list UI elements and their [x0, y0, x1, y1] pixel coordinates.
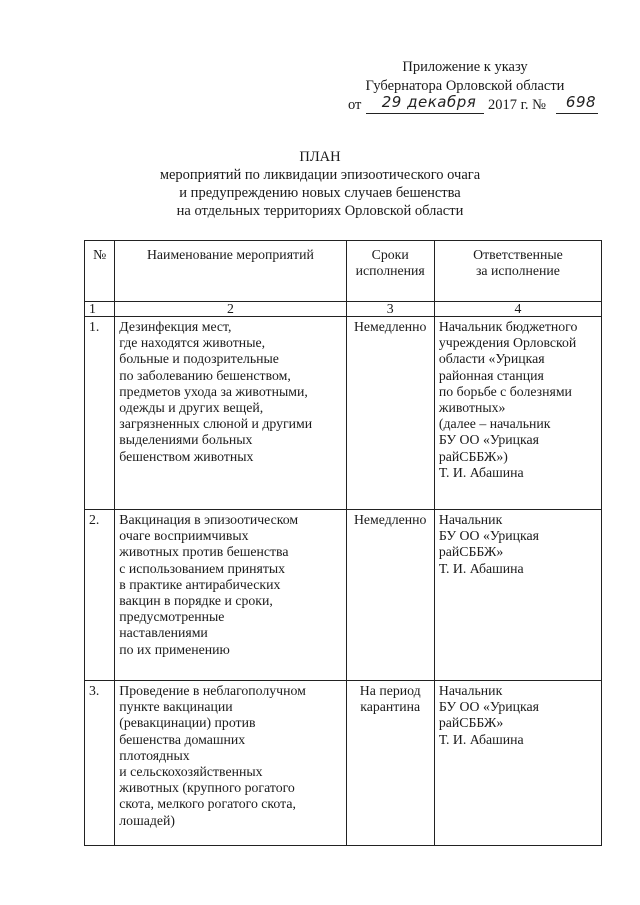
handwritten-date: 29 декабря [381, 93, 477, 111]
attachment-block [330, 58, 600, 115]
row-number: 3. [85, 681, 115, 846]
table-row [85, 317, 602, 510]
row-number: 2. [85, 510, 115, 681]
table-row [85, 510, 602, 681]
date-underline [366, 93, 484, 114]
column-number: 1 [85, 302, 115, 317]
column-number: 2 [115, 302, 346, 317]
attachment-line-2: Губернатора Орловской области [365, 78, 565, 94]
column-number: 4 [434, 302, 601, 317]
from-label: от [348, 97, 362, 113]
header-number: № [85, 241, 115, 302]
row-term: Немедленно [346, 317, 434, 510]
row-name: Проведение в неблагополучном пункте вакцинации (ревакцинации) против бешенства домашних плотоядных и сельскохозяйственных животных (крупного рогатого скота, мелкого рогатого скота, лошадей) [115, 681, 346, 846]
header-term: Сроки исполнения [346, 241, 434, 302]
row-term: На период карантина [346, 681, 434, 846]
row-responsible: Начальник бюджетного учреждения Орловской области «Урицкая районная станция по борьбе с болезнями животных» (далее – начальник БУ ОО «Урицкая райСББЖ») Т. И. Абашина [434, 317, 601, 510]
row-number: 1. [85, 317, 115, 510]
handwritten-number: 698 [565, 93, 597, 111]
year-number-label: 2017 г. № [488, 97, 547, 113]
row-responsible: Начальник БУ ОО «Урицкая райСББЖ» Т. И. Абашина [434, 510, 601, 681]
row-name: Дезинфекция мест, где находятся животные, больные и подозрительные по заболеванию бешенством, предметов ухода за животными, одежды и других вещей, загрязненных слюной и другими выделениями больных бешенством животных [115, 317, 346, 510]
plan-table [84, 240, 602, 846]
title-line-1: мероприятий по ликвидации эпизоотического очага [159, 167, 481, 183]
number-underline [556, 93, 598, 114]
row-term: Немедленно [346, 510, 434, 681]
title-line-2: и предупреждению новых случаев бешенства [179, 185, 461, 201]
attachment-line-1: Приложение к указу [402, 59, 528, 75]
column-numbers-row [85, 302, 602, 317]
title-line-3: на отдельных территориях Орловской области [176, 203, 464, 219]
row-name: Вакцинация в эпизоотическом очаге восприимчивых животных против бешенства с использованием принятых в практике антирабических вакцин в порядке и сроки, предусмотренные наставлениями по их применению [115, 510, 346, 681]
table-header-row [85, 241, 602, 302]
title-heading: ПЛАН [299, 149, 341, 165]
header-responsible: Ответственные за исполнение [434, 241, 601, 302]
row-responsible: Начальник БУ ОО «Урицкая райСББЖ» Т. И. Абашина [434, 681, 601, 846]
table-row [85, 681, 602, 846]
header-name: Наименование мероприятий [115, 241, 346, 302]
column-number: 3 [346, 302, 434, 317]
document-title [0, 148, 640, 220]
attachment-date-line [330, 93, 600, 115]
